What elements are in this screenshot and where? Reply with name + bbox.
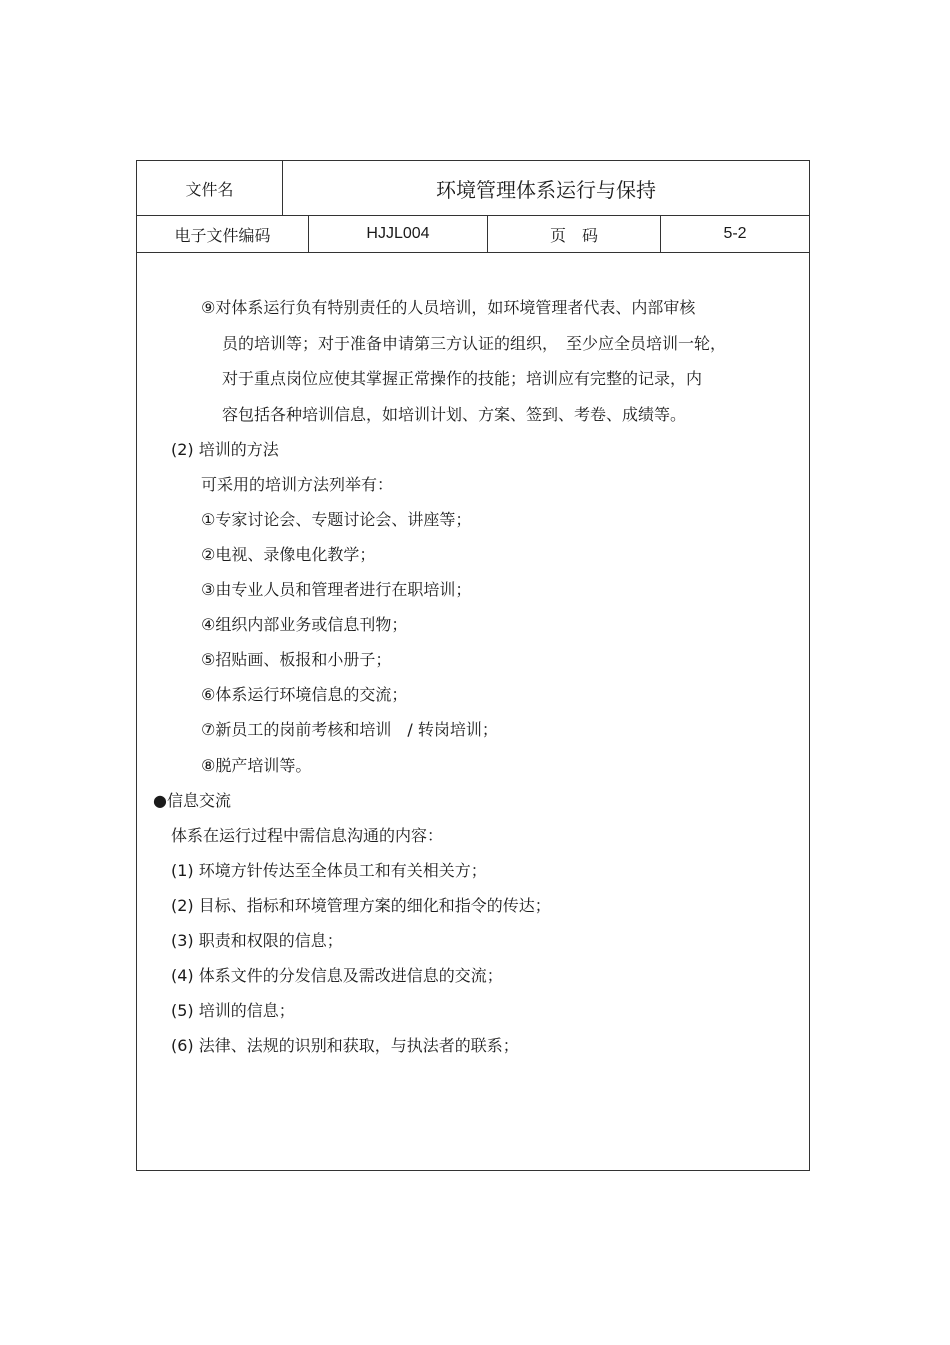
list-item: ①专家讨论会、专题讨论会、讲座等； <box>201 510 472 529</box>
list-item: (1) 环境方针传达至全体员工和有关相关方； <box>171 861 487 880</box>
text-line: ⑨对体系运行负有特别责任的人员培训，如环境管理者代表、内部审核 <box>201 298 696 317</box>
document-frame <box>136 160 810 1171</box>
text-line: 体系在运行过程中需信息沟通的内容： <box>171 826 444 845</box>
file-name-label: 文件名 <box>137 161 283 215</box>
text-line: 对于重点岗位应使其掌握正常操作的技能；培训应有完整的记录，内 <box>222 369 703 388</box>
page-label: 页 码 <box>488 216 661 252</box>
list-item: ③由专业人员和管理者进行在职培训； <box>201 580 472 599</box>
text-line: 员的培训等；对于准备申请第三方认证的组织， 至少应全员培训一轮， <box>222 334 727 353</box>
list-item: ⑦新员工的岗前考核和培训 / 转岗培训； <box>201 720 498 739</box>
text-line: 可采用的培训方法列举有： <box>201 475 394 494</box>
header-row-title <box>137 161 809 216</box>
list-item: ⑥体系运行环境信息的交流； <box>201 685 408 704</box>
section-heading: (2) 培训的方法 <box>171 440 279 459</box>
text-line: 容包括各种培训信息，如培训计划、方案、签到、考卷、成绩等。 <box>222 405 687 424</box>
list-item: ⑤招贴画、板报和小册子； <box>201 650 392 669</box>
list-item: (2) 目标、指标和环境管理方案的细化和指令的传达； <box>171 896 551 915</box>
list-item: (5) 培训的信息； <box>171 1001 295 1020</box>
list-item: (3) 职责和权限的信息； <box>171 931 343 950</box>
list-item: (6) 法律、法规的识别和获取，与执法者的联系； <box>171 1036 519 1055</box>
header-row-meta <box>137 216 809 253</box>
section-heading: ●信息交流 <box>153 791 231 810</box>
list-item: ②电视、录像电化教学； <box>201 545 376 564</box>
list-item: (4) 体系文件的分发信息及需改进信息的交流； <box>171 966 503 985</box>
list-item: ④组织内部业务或信息刊物； <box>201 615 408 634</box>
list-item: ⑧脱产培训等。 <box>201 756 312 775</box>
code-label: 电子文件编码 <box>137 216 309 252</box>
document-code: HJJL004 <box>309 216 488 252</box>
document-title: 环境管理体系运行与保持 <box>436 177 656 202</box>
page-number: 5-2 <box>723 225 747 242</box>
